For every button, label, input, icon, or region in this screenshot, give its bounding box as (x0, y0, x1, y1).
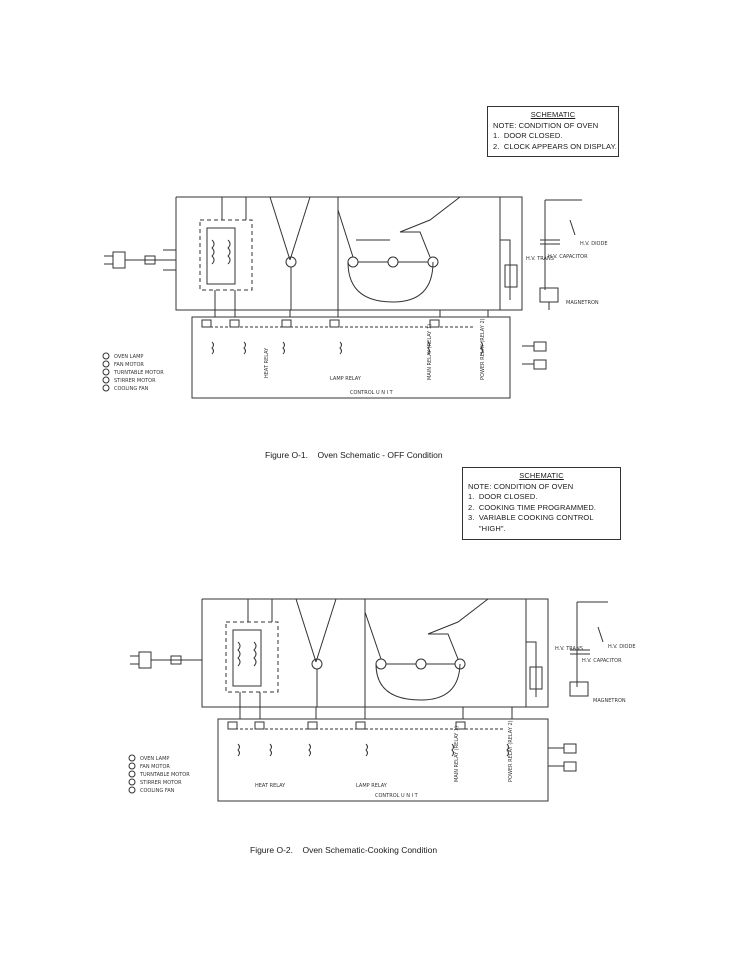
control-unit-label: CONTROL U N I T (375, 793, 418, 799)
caption-number: Figure O-1. (265, 450, 308, 460)
legend-item: OVEN LAMP (140, 756, 170, 762)
legend-item: FAN MOTOR (140, 764, 170, 770)
power-relay-label: POWER RELAY (RELAY 2) (480, 318, 486, 380)
figure-caption-2 (250, 845, 437, 855)
control-unit-label: CONTROL U N I T (350, 390, 393, 396)
caption-text: Oven Schematic-Cooking Condition (302, 845, 438, 855)
power-plug (113, 252, 125, 268)
hv-capacitor-label: H.V. CAPACITOR (582, 658, 622, 664)
figure-caption-1 (265, 450, 443, 460)
schematic-note-box-1 (487, 106, 619, 157)
magnetron (540, 288, 558, 302)
note-title: SCHEMATIC (530, 110, 576, 119)
oven-schematic-cooking (0, 582, 750, 807)
heat-relay-label: HEAT RELAY (264, 347, 270, 378)
legend-item: FAN MOTOR (114, 362, 144, 368)
lamp-relay-label: LAMP RELAY (330, 376, 361, 382)
schematic-note-box-2 (462, 467, 621, 540)
caption-text: Oven Schematic - OFF Condition (317, 450, 443, 460)
note-line: 2. CLOCK APPEARS ON DISPLAY. (493, 141, 617, 151)
hv-diode-label: H.V. DIODE (608, 644, 636, 650)
fan-motor-symbol (348, 257, 358, 267)
caption-number: Figure O-2. (250, 845, 293, 855)
hv-diode-label: H.V. DIODE (580, 241, 608, 247)
legend-item: TURNTABLE MOTOR (114, 370, 164, 376)
magnetron-label: MAGNETRON (566, 300, 599, 306)
oven-schematic-off (0, 180, 750, 410)
hv-trans (505, 265, 517, 287)
main-relay-label: MAIN RELAY (RELAY 1) (454, 725, 460, 782)
note-line: 1. DOOR CLOSED. (468, 492, 538, 501)
heat-relay-label: HEAT RELAY (255, 783, 286, 789)
legend-item: STIRRER MOTOR (114, 378, 156, 384)
magnetron-label: MAGNETRON (593, 698, 626, 704)
legend-item: COOLING FAN (114, 386, 149, 392)
hv-trans-label: H.V. TRANS (526, 256, 554, 262)
main-relay-label: MAIN RELAY (RELAY 1) (427, 323, 433, 380)
note-line: 1. DOOR CLOSED. (493, 131, 563, 140)
upper-frame (176, 197, 522, 310)
legend-item: STIRRER MOTOR (140, 780, 182, 786)
lamp-relay-label: LAMP RELAY (356, 783, 387, 789)
legend-item: COOLING FAN (140, 788, 175, 794)
note-line: NOTE: CONDITION OF OVEN (493, 120, 599, 130)
note-line: 2. COOKING TIME PROGRAMMED. (468, 502, 597, 512)
note-line: "HIGH". (468, 523, 506, 533)
legend-item: TURNTABLE MOTOR (140, 772, 190, 778)
legend-item: OVEN LAMP (114, 354, 144, 360)
hv-capacitor-label: H.V. CAPACITOR (548, 254, 588, 260)
note-title: SCHEMATIC (519, 471, 564, 480)
heater-block (200, 220, 252, 290)
hv-trans-label: H.V. TRANS (555, 646, 583, 652)
control-unit-box (192, 317, 510, 398)
note-line: 3. VARIABLE COOKING CONTROL (468, 513, 594, 522)
note-line: NOTE: CONDITION OF OVEN (468, 481, 574, 491)
power-relay-label: POWER RELAY (RELAY 2) (508, 720, 514, 782)
